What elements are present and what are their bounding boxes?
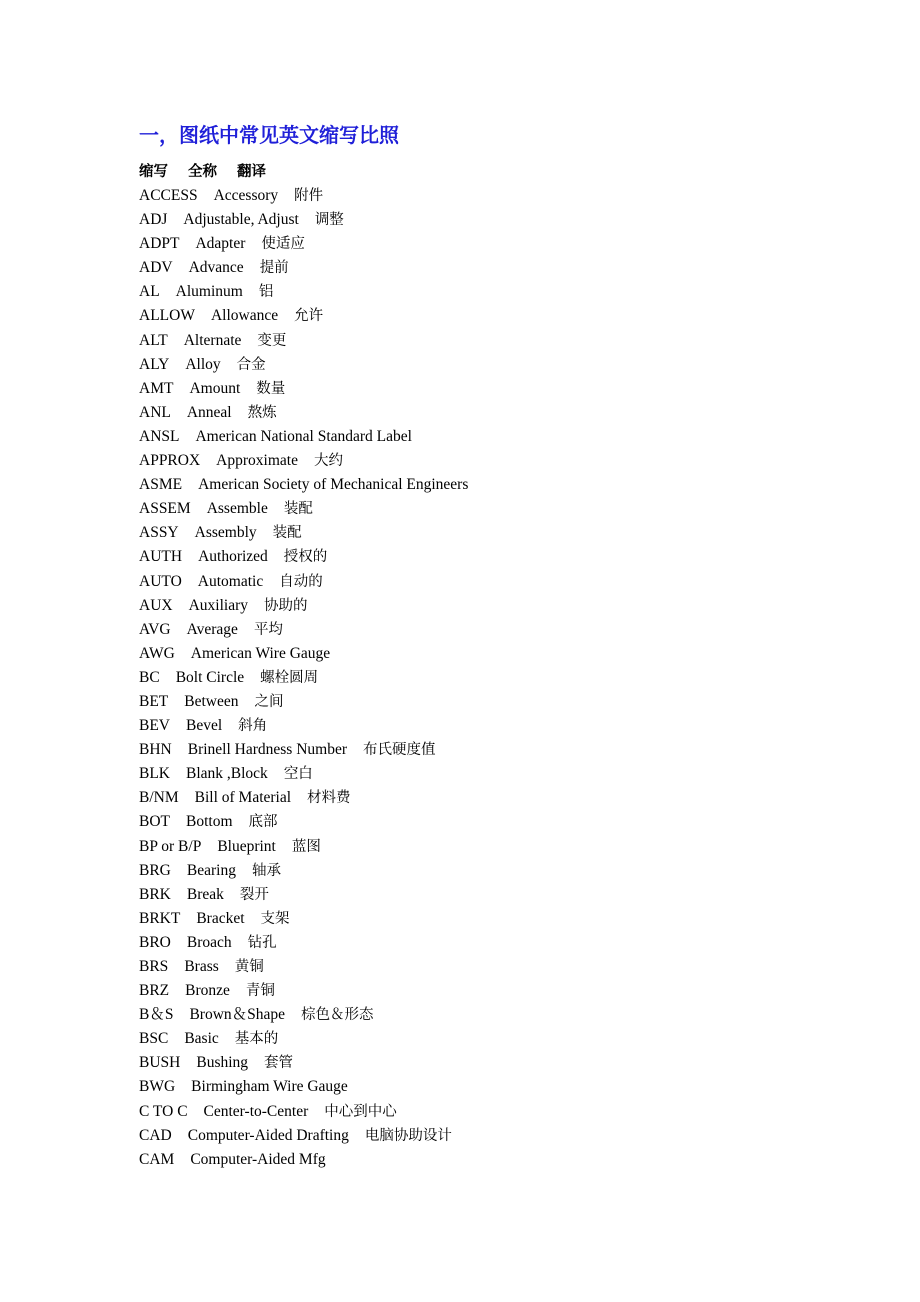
- entry-trans: 钻孔: [247, 934, 277, 951]
- entry-abbr: ANSL: [139, 427, 180, 445]
- entry-full: Break: [186, 885, 224, 903]
- entry-trans: 协助的: [264, 597, 308, 614]
- entry-full: Allowance: [210, 307, 279, 325]
- list-item: [139, 473, 484, 497]
- list-item: [139, 545, 484, 569]
- entry-abbr: ALY: [139, 355, 170, 373]
- entry-trans: 裂开: [239, 886, 269, 903]
- entry-full: Bracket: [196, 909, 245, 927]
- entry-trans: 套管: [264, 1055, 294, 1072]
- entry-trans: 数量: [256, 380, 286, 397]
- entry-abbr: BEV: [139, 717, 170, 735]
- list-item: [139, 642, 484, 666]
- entry-abbr: ALT: [139, 331, 168, 349]
- entry-trans: 装配: [272, 525, 302, 542]
- list-item: [139, 570, 484, 594]
- entry-full: Birmingham Wire Gauge: [191, 1078, 348, 1096]
- entry-abbr: ADPT: [139, 235, 180, 253]
- entry-full: Bill of Material: [194, 789, 292, 807]
- list-item: [139, 1051, 484, 1075]
- list-item: [139, 353, 484, 377]
- entry-abbr: CAD: [139, 1126, 172, 1144]
- list-item: [139, 280, 484, 304]
- list-item: [139, 666, 484, 690]
- list-item: [139, 931, 484, 955]
- entry-abbr: BRK: [139, 885, 171, 903]
- entry-full: Bronze: [185, 982, 230, 1000]
- entry-abbr: BSC: [139, 1030, 169, 1048]
- entry-full: Basic: [184, 1030, 219, 1048]
- entry-trans: 轴承: [251, 862, 281, 879]
- entry-abbr: BWG: [139, 1078, 176, 1096]
- entry-abbr: BC: [139, 668, 160, 686]
- list-item: [139, 401, 484, 425]
- entry-full: Between: [184, 692, 239, 710]
- list-item: [139, 762, 484, 786]
- entry-full: American National Standard Label: [195, 427, 412, 445]
- entry-trans: 基本的: [234, 1031, 279, 1048]
- entry-trans: 合金: [236, 356, 266, 373]
- entry-full: Bolt Circle: [175, 668, 245, 686]
- entry-abbr: BET: [139, 692, 169, 710]
- list-item: [139, 955, 484, 979]
- header-trans: 翻译: [237, 164, 266, 180]
- entry-full: Authorized: [198, 548, 268, 566]
- entry-abbr: BOT: [139, 813, 170, 831]
- entry-abbr: BRKT: [139, 909, 181, 927]
- list-item: [139, 208, 484, 232]
- entry-trans: 底部: [248, 814, 278, 831]
- entry-trans: 附件: [294, 188, 324, 204]
- list-item: [139, 810, 484, 834]
- entry-full: Aluminum: [175, 283, 243, 301]
- entry-trans: 螺栓圆周: [260, 669, 319, 686]
- entry-trans: 中心到中心: [324, 1103, 397, 1120]
- entry-full: Bearing: [186, 861, 236, 879]
- entry-abbr: ADV: [139, 259, 173, 277]
- abbreviation-list: [139, 184, 484, 1172]
- entry-trans: 空白: [283, 766, 313, 783]
- entry-trans: 允许: [294, 308, 324, 325]
- entry-abbr: ADJ: [139, 211, 168, 229]
- entry-full: Broach: [186, 933, 232, 951]
- entry-trans: 布氏硬度值: [363, 742, 436, 759]
- entry-full: Assembly: [194, 524, 257, 542]
- list-item: [139, 786, 484, 810]
- entry-trans: 铝: [258, 284, 274, 301]
- page-title: 一，图纸中常见英文缩写比照: [139, 123, 399, 147]
- entry-trans: 斜角: [238, 718, 268, 735]
- entry-full: Bevel: [186, 717, 223, 735]
- entry-abbr: AUTO: [139, 572, 182, 590]
- list-item: [139, 738, 484, 762]
- entry-trans: 熬炼: [247, 404, 277, 421]
- entry-full: Adapter: [195, 235, 246, 253]
- entry-full: Automatic: [197, 572, 264, 590]
- entry-abbr: BRO: [139, 933, 171, 951]
- entry-trans: 黄铜: [234, 959, 264, 975]
- list-item: [139, 714, 484, 738]
- list-item: [139, 907, 484, 931]
- entry-trans: 之间: [254, 693, 284, 710]
- entry-abbr: BRG: [139, 861, 171, 879]
- entry-full: Computer-Aided Drafting: [187, 1126, 349, 1144]
- entry-trans: 电脑协助设计: [364, 1127, 452, 1144]
- entry-abbr: AWG: [139, 644, 175, 662]
- entry-full: Anneal: [186, 403, 232, 421]
- entry-abbr: ASME: [139, 476, 183, 494]
- list-item: [139, 256, 484, 280]
- entry-trans: 棕色＆形态: [301, 1007, 374, 1024]
- entry-abbr: B/NM: [139, 789, 179, 807]
- column-header-row: [139, 160, 286, 184]
- entry-abbr: C TO C: [139, 1102, 188, 1120]
- list-item: [139, 883, 484, 907]
- list-item: [139, 1003, 484, 1027]
- entry-trans: 调整: [314, 212, 344, 229]
- entry-abbr: ASSEM: [139, 500, 191, 518]
- entry-trans: 平均: [253, 621, 283, 638]
- entry-trans: 材料费: [307, 790, 351, 807]
- list-item: [139, 425, 484, 449]
- entry-trans: 装配: [283, 501, 313, 518]
- entry-full: Amount: [189, 379, 241, 397]
- entry-full: Brinell Hardness Number: [187, 741, 348, 759]
- entry-abbr: AUTH: [139, 548, 183, 566]
- entry-trans: 使适应: [261, 236, 305, 253]
- list-item: [139, 690, 484, 714]
- list-item: [139, 1148, 484, 1172]
- entry-trans: 蓝图: [291, 838, 321, 855]
- list-item: [139, 1075, 484, 1099]
- list-item: [139, 304, 484, 328]
- entry-full: Average: [186, 620, 238, 638]
- entry-full: Brown＆Shape: [189, 1006, 286, 1024]
- list-item: [139, 1100, 484, 1124]
- entry-abbr: ALLOW: [139, 307, 195, 325]
- entry-trans: 支架: [260, 910, 290, 927]
- entry-full: Alloy: [185, 355, 221, 373]
- entry-full: Bushing: [196, 1054, 249, 1072]
- entry-full: American Wire Gauge: [190, 644, 331, 662]
- entry-abbr: B＆S: [139, 1006, 174, 1024]
- entry-abbr: ANL: [139, 403, 171, 421]
- entry-full: Adjustable, Adjust: [183, 211, 299, 229]
- entry-abbr: BP or B/P: [139, 837, 202, 855]
- entry-abbr: BRZ: [139, 982, 170, 1000]
- list-item: [139, 232, 484, 256]
- entry-abbr: AMT: [139, 379, 174, 397]
- list-item: [139, 377, 484, 401]
- entry-abbr: AL: [139, 283, 160, 301]
- header-full: 全称: [188, 164, 217, 180]
- entry-abbr: AVG: [139, 620, 171, 638]
- entry-full: Approximate: [216, 452, 298, 470]
- entry-full: Advance: [188, 259, 244, 277]
- entry-trans: 青铜: [245, 983, 275, 1000]
- list-item: [139, 618, 484, 642]
- entry-abbr: BLK: [139, 765, 170, 783]
- entry-abbr: APPROX: [139, 452, 201, 470]
- entry-trans: 大约: [313, 453, 343, 470]
- list-item: [139, 449, 484, 473]
- list-item: [139, 594, 484, 618]
- entry-full: Blueprint: [217, 837, 276, 855]
- entry-abbr: BRS: [139, 958, 169, 975]
- entry-abbr: CAM: [139, 1150, 175, 1168]
- entry-full: American Society of Mechanical Engineers: [198, 476, 469, 494]
- entry-trans: 提前: [259, 260, 289, 277]
- list-item: [139, 979, 484, 1003]
- list-item: [139, 521, 484, 545]
- entry-full: Blank ,Block: [186, 765, 268, 783]
- entry-full: Bottom: [186, 813, 233, 831]
- list-item: [139, 184, 484, 208]
- entry-trans: 授权的: [283, 549, 328, 566]
- entry-trans: 自动的: [279, 573, 323, 590]
- entry-trans: 变更: [257, 332, 287, 349]
- entry-full: Alternate: [183, 331, 242, 349]
- list-item: [139, 1027, 484, 1051]
- list-item: [139, 835, 484, 859]
- entry-full: Brass: [184, 958, 219, 975]
- list-item: [139, 859, 484, 883]
- entry-abbr: BHN: [139, 741, 172, 759]
- entry-full: Assemble: [206, 500, 268, 518]
- list-item: [139, 497, 484, 521]
- entry-abbr: AUX: [139, 596, 173, 614]
- entry-full: Auxiliary: [188, 596, 248, 614]
- entry-abbr: BUSH: [139, 1054, 181, 1072]
- list-item: [139, 329, 484, 353]
- entry-abbr: ACCESS: [139, 187, 198, 204]
- entry-abbr: ASSY: [139, 524, 179, 542]
- list-item: [139, 1124, 484, 1148]
- entry-full: Accessory: [213, 187, 279, 204]
- entry-full: Computer-Aided Mfg: [190, 1150, 326, 1168]
- header-abbr: 缩写: [139, 164, 168, 180]
- entry-full: Center-to-Center: [203, 1102, 309, 1120]
